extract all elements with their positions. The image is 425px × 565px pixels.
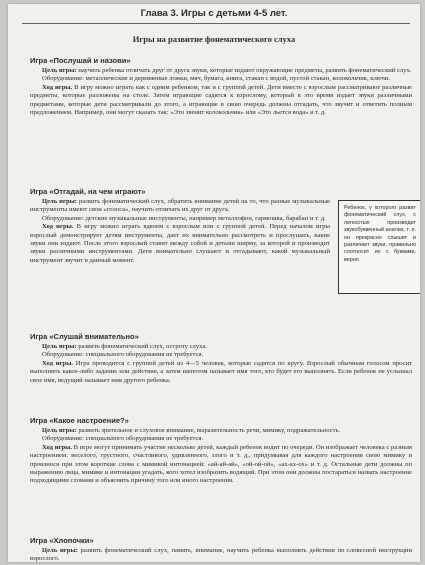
game-block-4	[30, 416, 412, 486]
game-paragraph: Ход игры. В игру можно играть вдвоем с взрослым или с группой детей. Перед началом игры взрослый демонстрирует детям инструменты, дает их внимательно рассмотреть и прослушать, какие звуки они издают. После этого взрослый ставит между собой и детьми ширму, за которой и производит звуки различными инструментами. Дети внимательно слушают и отгадывают, какой музыкальный инструмент звучит в данный момент.	[30, 223, 330, 264]
game-title: Игра «Какое настроение?»	[30, 416, 129, 425]
game-paragraph: Оборудование: детские музыкальные инструменты, например металлофон, гармошка, барабан и т. д.	[42, 214, 326, 222]
game-paragraph: Ход игры. В игре могут принимать участие несколько детей, каждый ребенок водит по очереди. Он изображает человека с разным настроением: веселого, грустного, счастливого, удивленного, злого и т. д., придумывая для каждого настроения свою мимику и произнося при этом короткие слова с мимикой интонацией: «ай-ай-ай», «ой-ой-ой», «ах-ах-ох» и т. д. Остальные дети должны по выражению лица, мимике и интонации угадать, кого хотел изобразить водящий. При этом они должны постараться назвать настроение подходящими словами и объяснить причину того или иного настроения.	[30, 443, 412, 485]
game-title: Игра «Послушай и назови»	[30, 56, 131, 65]
game-paragraph: Цель игры: научить ребенка отличать друг от друга звуки, которые издают окружающие предметы, развить фонематический слух.	[42, 67, 412, 74]
header-rule	[22, 23, 410, 24]
chapter-title: Глава 3. Игры с детьми 4-5 лет.	[140, 8, 288, 19]
game-block-3	[30, 332, 412, 385]
game-paragraph: Цель игры: развить фонематический слух, остроту слуха.	[42, 343, 207, 350]
sidebar-note: Ребенок, у которого развит фонематический слух, с легкостью производит звукобуквенный анализ, т. е. он прекрасно слышит и различает звуки, правильно соотносит их с буквами, верно	[338, 200, 420, 294]
game-title: Игра «Отгадай, на чем играют»	[30, 187, 146, 196]
game-title: Игра «Хлопочки»	[30, 536, 94, 545]
game-paragraph: Оборудование: металлические и деревянные ложки, мяч, бумага, книга, стакан с водой, пустой стакан, колокольчик, ключи.	[42, 75, 390, 83]
game-paragraph: Ход игры. Игра проводится с группой детей из 4—5 человек, которые садятся по кругу. Взрослый обычным голосом просит выполнить какое-либо задание или действие, а затем шепотом называет имя того, кто будет его выполнять. Если ребенок не услышал свое имя, ведущий называет имя другого ребенка.	[30, 359, 412, 384]
game-title: Игра «Слушай внимательно»	[30, 332, 139, 341]
game-paragraph: Оборудование: специального оборудования не требуется.	[42, 351, 204, 359]
game-paragraph: Цель игры: развить зрительное и слуховое внимание, выразительность речи, мимику, подражательность.	[42, 427, 341, 434]
game-block-1	[30, 56, 412, 117]
game-paragraph: Цель игры: развить фонематический слух, память, внимание, научить ребенка выполнять действия по словесной инструкции взрослого.	[30, 547, 412, 562]
section-title: Игры на развитие фонематического слуха	[132, 34, 296, 44]
game-paragraph: Ход игры. В игру можно играть как с одним ребенком, так и с группой детей. Дети вместе с взрослым рассматривают различные предметы, которые разложены на столе. Затем играющие садятся к взрослому, который в это время издает звуки различными предметами, которые дети рассматривали до этого, а играющие в свою очередь должны отгадать, что звучит и ответить полным предложением. Например, они могут сказать так: «Это звенит колокольчик» или «Это льется вода» и т. д.	[30, 83, 412, 117]
game-paragraph: Цель игры: развить фонематический слух, обратить внимание детей на то, что разные музыкальные инструменты имеют свои «голоса», научить отличать их друг от друга.	[30, 198, 330, 214]
game-block-5	[30, 536, 412, 562]
game-paragraph: Оборудование: специального оборудования не требуется.	[42, 435, 204, 443]
game-block-2	[30, 187, 330, 265]
book-page	[8, 4, 420, 562]
